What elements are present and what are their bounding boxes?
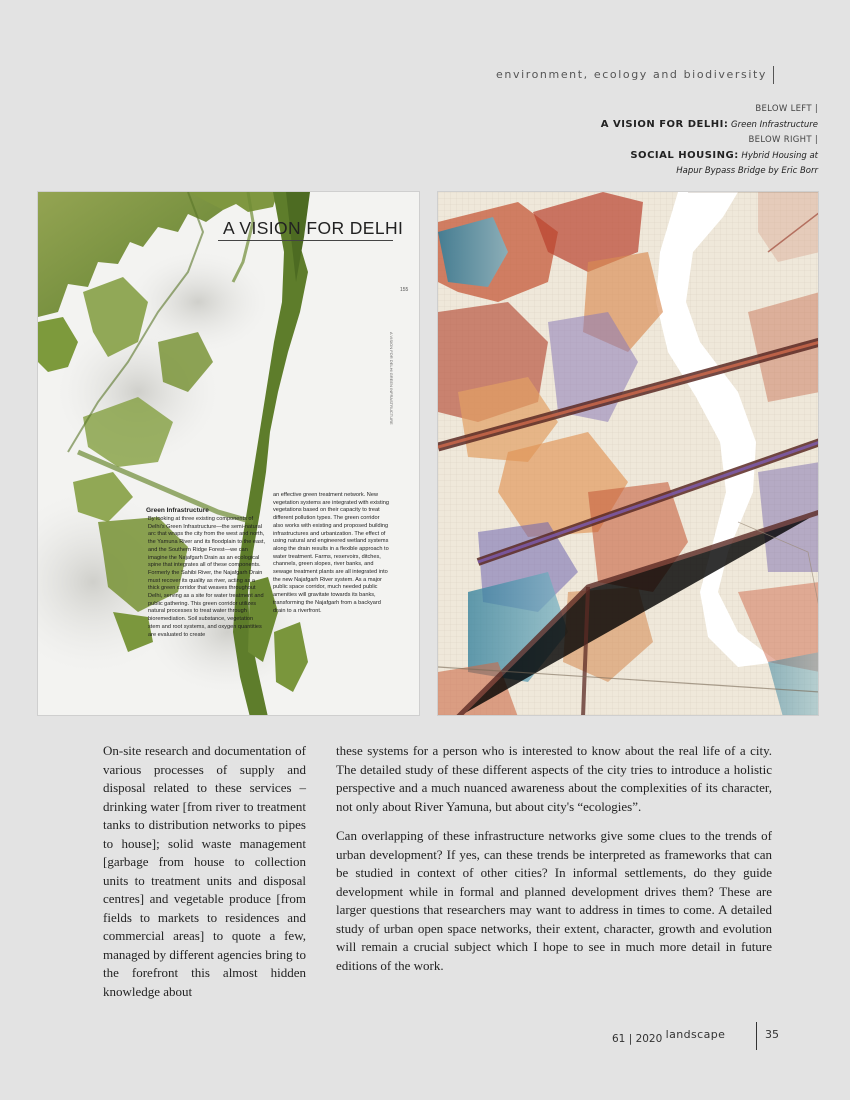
social-housing-image — [437, 191, 819, 716]
image-captions — [601, 102, 818, 179]
caption-right-subtitle-1: Hybrid Housing at — [741, 151, 818, 161]
left-image-title-rule — [218, 240, 393, 241]
footer-issue — [612, 1028, 726, 1045]
inset-text-column-1: By looking at three existing components of Delhi's Green Infrastructure—the semi-natural arc that wraps the city from the west and north, the Yamuna River and its floodplain to the east, and the Southern Ridge Forest—we can imagine the Najafgarh Drain as an ecological spine that integrates all of these components. Formerly the Sahibi River, the Najafgarh Drain must recover its quality as river, acting as a thick green corridor that weaves throughout Delhi, serving as a site for water treatment and public gathering. This green corridor utilizes natural processes to treat water through bioremediation. Soil substance, vegetation stem and root systems, and oxygen quantities are evaluated to create — [148, 516, 266, 638]
section-header: environment, ecology and biodiversity — [496, 68, 767, 81]
left-image-page-number: 155 — [400, 287, 409, 293]
caption-left — [601, 117, 818, 133]
footer-divider — [756, 1022, 757, 1050]
footer-magazine-name: landscape — [665, 1028, 726, 1041]
footer-issue-number: 61 | 2020 — [612, 1033, 663, 1045]
caption-right-title: SOCIAL HOUSING: — [630, 150, 739, 161]
body-column-right — [336, 742, 772, 986]
caption-right — [601, 148, 818, 164]
footer-page-number: 35 — [765, 1028, 779, 1041]
body-paragraph-2: Can overlapping of these infrastructure networks give some clues to the trends of urban development? If yes, can these trends be interpreted as frameworks that can be studied in context of other cities? In informal settlements, do they guide development while in formal and planned development drives them? These are larger questions that researchers may want to address in times to come. A detailed study of urban open space networks, their extent, character, growth and evolution will remain a crucial subject which I hope to see in much more detail in future editions of the work. — [336, 828, 772, 973]
caption-left-title: A VISION FOR DELHI: — [600, 119, 729, 130]
body-paragraph-1: these systems for a person who is interested to know about the real life of a city. The detailed study of these different aspects of the city tries to introduce a holistic perspective and a much nuanced awareness about the complexities of its character, not only about River Yamuna, but about city's “ecologies”. — [336, 743, 772, 814]
caption-left-tag: BELOW LEFT | — [755, 104, 818, 114]
caption-right-subtitle-2: Hapur Bypass Bridge by Eric Borr — [676, 166, 818, 176]
vision-for-delhi-image — [37, 191, 420, 716]
body-column-left: On-site research and documentation of various processes of supply and disposal related to these services – drinking water [from river to treatment tanks to distribution networks to pipes to house]; solid waste management [garbage from house to collection units to treatment units and disposal centres] and vegetable produce [from fields to markets to residences and commercial areas] to quote a few, managed by different agencies bring to the forefront this almost hidden knowledge about — [103, 743, 306, 999]
hybrid-housing-map — [438, 192, 819, 716]
inset-heading: Green Infrastructure — [146, 507, 209, 514]
caption-left-subtitle: Green Infrastructure — [731, 120, 818, 130]
caption-right-tag: BELOW RIGHT | — [748, 135, 818, 145]
left-image-spine-text: A VISION FOR DELHI GREEN INFRASTRUCTURE — [389, 332, 394, 425]
left-image-title: A VISION FOR DELHI — [223, 218, 404, 238]
section-divider — [773, 66, 774, 84]
inset-text-column-2: an effective green treatment network. New vegetation systems are integrated with existing vegetations based on their capacity to treat different pollution types. The green corridor also works with existing and proposed building infrastructures and urbanization. The effect of using natural and engineered wetland systems along the drain results in a flexible approach to water treatment. Farms, reservoirs, ditches, channels, green slopes, river banks, and sewage treatment plants are all integrated into the new Najafgarh River system. As a major public space corridor, much needed public amenities will gravitate towards its banks, transforming the Najafgarh from a backyard drain to a riverfront. — [273, 492, 389, 614]
